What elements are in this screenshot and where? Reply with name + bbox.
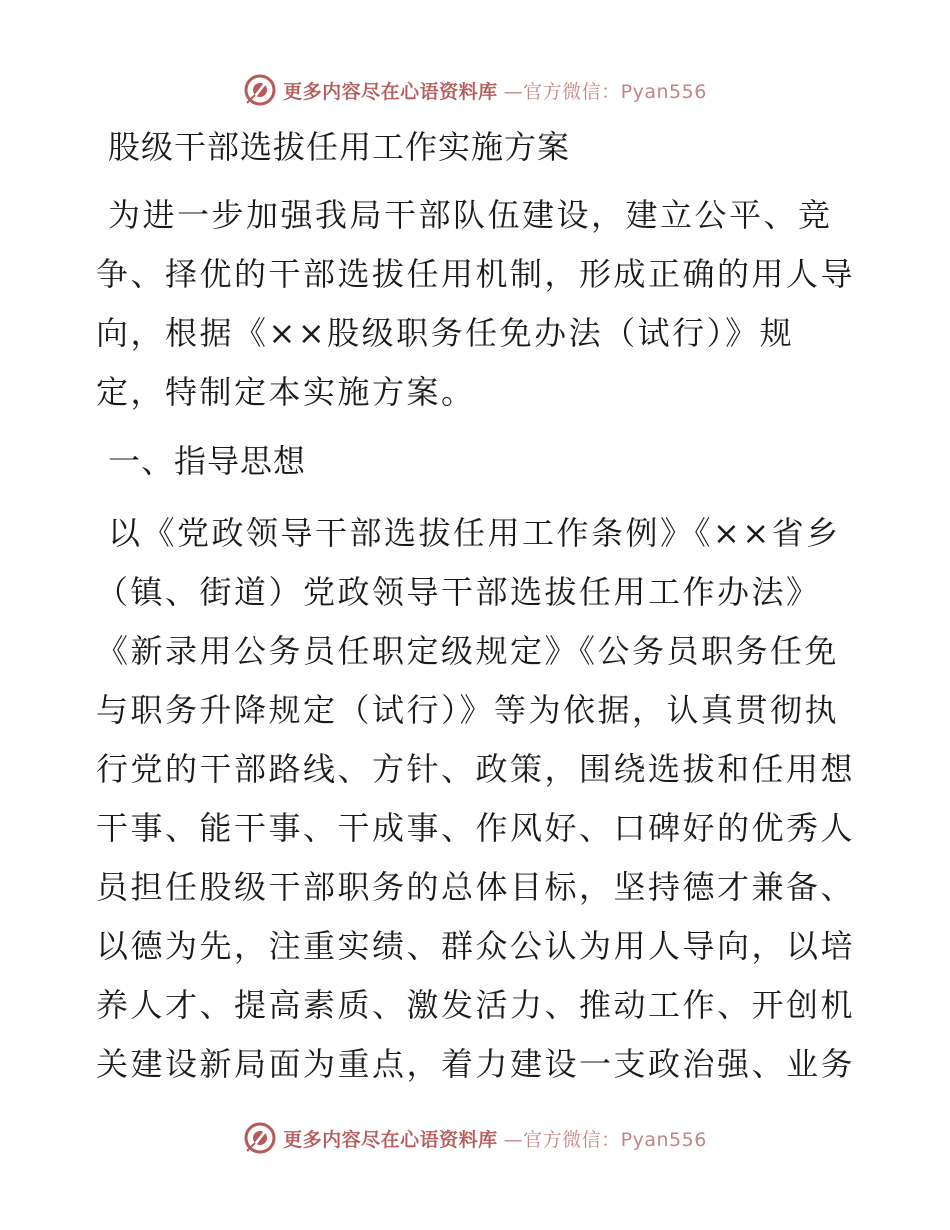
document-body: [96, 122, 856, 1108]
watermark-contact-text: —官方微信：Pyan556: [503, 1128, 707, 1151]
watermark-banner-top: [0, 70, 950, 110]
watermark-brand-text: 更多内容尽在心语资料库: [283, 1128, 498, 1151]
watermark-banner-bottom: [0, 1118, 950, 1158]
watermark-contact-text: —官方微信：Pyan556: [503, 80, 707, 103]
stamp-logo-icon: [243, 1121, 277, 1155]
watermark-brand-text: 更多内容尽在心语资料库: [283, 80, 498, 103]
intro-paragraph: 为进一步加强我局干部队伍建设，建立公平、竞争、择优的干部选拔任用机制，形成正确的用人导向，根据《××股级职务任免办法（试行）》规定，特制定本实施方案。: [96, 196, 856, 411]
document-title: 股级干部选拔任用工作实施方案: [108, 128, 571, 166]
section-heading-guiding-ideology: 一、指导思想: [108, 442, 307, 480]
section-paragraph-guiding-ideology: 以《党政领导干部选拔任用工作条例》《××省乡（镇、街道）党政领导干部选拔任用工作办法》《新录用公务员任职定级规定》《公务员职务任免与职务升降规定（试行）》等为依据，认真贯彻执行党的干部路线、方针、政策，围绕选拔和任用想干事、能干事、干成事、作风好、口碑好的优秀人员担任股级干部职务的总体目标，坚持德才兼备、以德为先，注重实绩、群众公认为用人导向，以培养人才、提高素质、激发活力、推动工作、开创机关建设新局面为重点，着力建设一支政治强、业务: [96, 514, 856, 1083]
stamp-logo-icon: [243, 73, 277, 107]
